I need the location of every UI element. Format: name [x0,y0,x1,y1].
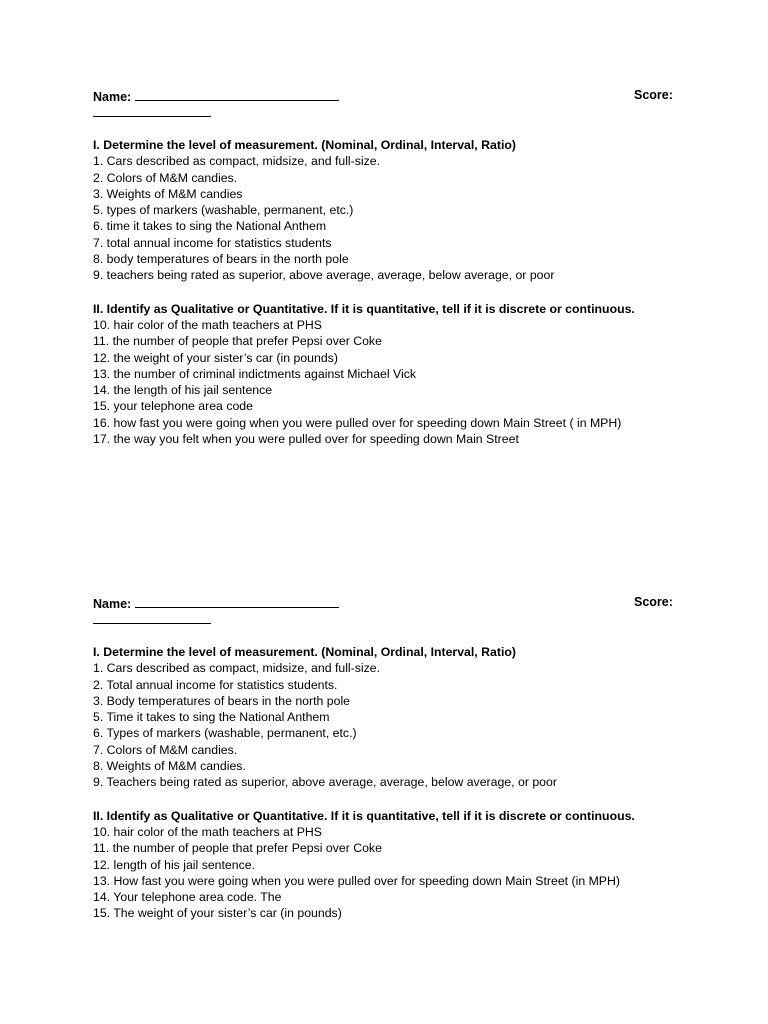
section-heading: II. Identify as Qualitative or Quantitative. If it is quantitative, tell if it is discrete or continuous. [93,301,635,316]
section-qualitative-quantitative [93,301,683,448]
question-item: 10. hair color of the math teachers at PHS [93,317,322,332]
question-item: 7. Colors of M&M candies. [93,742,238,757]
question-item: 8. body temperatures of bears in the north pole [93,252,349,267]
question-item: 12. length of his jail sentence. [93,857,256,872]
worksheet-top [93,87,683,447]
question-item: 7. total annual income for statistics students [93,235,332,250]
section-level-of-measurement [93,137,683,284]
name-field-group [93,594,339,613]
section-qualitative-quantitative [93,808,683,922]
question-item: 17. the way you felt when you were pulled over for speeding down Main Street [93,432,519,447]
question-item: 13. the number of criminal indictments against Michael Vick [93,366,417,381]
score-label: Score: [634,595,673,609]
question-item: 5. Time it takes to sing the National Anthem [93,710,330,725]
question-item: 2. Total annual income for statistics students. [93,677,338,692]
question-item: 9. teachers being rated as superior, above average, average, below average, or poor [93,268,555,283]
section-heading: II. Identify as Qualitative or Quantitative. If it is quantitative, tell if it is discrete or continuous. [93,808,635,823]
question-item: 3. Body temperatures of bears in the north pole [93,693,351,708]
question-item: 12. the weight of your sister’s car (in pounds) [93,350,338,365]
question-item: 9. Teachers being rated as superior, above average, average, below average, or poor [93,775,557,790]
score-blank-line[interactable] [93,613,211,624]
name-field-group [93,87,339,106]
question-item: 14. the length of his jail sentence [93,383,273,398]
header-row [93,87,683,104]
question-item: 11. the number of people that prefer Pepsi over Coke [93,841,382,856]
header-row [93,594,683,611]
question-item: 8. Weights of M&M candies. [93,759,246,774]
question-item: 1. Cars described as compact, midsize, and full-size. [93,154,381,169]
question-item: 2. Colors of M&M candies. [93,170,238,185]
question-item: 13. How fast you were going when you were pulled over for speeding down Main Street (in MPH) [93,873,620,888]
section-heading: I. Determine the level of measurement. (Nominal, Ordinal, Interval, Ratio) [93,645,516,659]
name-blank-line[interactable] [135,87,339,101]
name-label: Name: [93,90,132,104]
question-item: 15. The weight of your sister’s car (in pounds) [93,906,342,921]
question-item: 10. hair color of the math teachers at PHS [93,824,322,839]
question-item: 16. how fast you were going when you were pulled over for speeding down Main Street ( in MPH) [93,415,622,430]
name-blank-line[interactable] [135,594,339,608]
score-blank-line[interactable] [93,106,211,117]
question-item: 6. time it takes to sing the National Anthem [93,219,327,234]
question-item: 6. Types of markers (washable, permanent, etc.) [93,726,357,741]
name-label: Name: [93,597,132,611]
question-item: 11. the number of people that prefer Pepsi over Coke [93,334,382,349]
section-heading: I. Determine the level of measurement. (Nominal, Ordinal, Interval, Ratio) [93,138,516,152]
score-label: Score: [634,88,673,102]
question-item: 3. Weights of M&M candies [93,186,243,201]
section-level-of-measurement [93,644,683,791]
question-item: 15. your telephone area code [93,399,253,414]
question-item: 1. Cars described as compact, midsize, and full-size. [93,661,381,676]
worksheet-bottom [93,594,683,922]
question-item: 5. types of markers (washable, permanent, etc.) [93,203,354,218]
question-item: 14. Your telephone area code. The [93,890,282,905]
